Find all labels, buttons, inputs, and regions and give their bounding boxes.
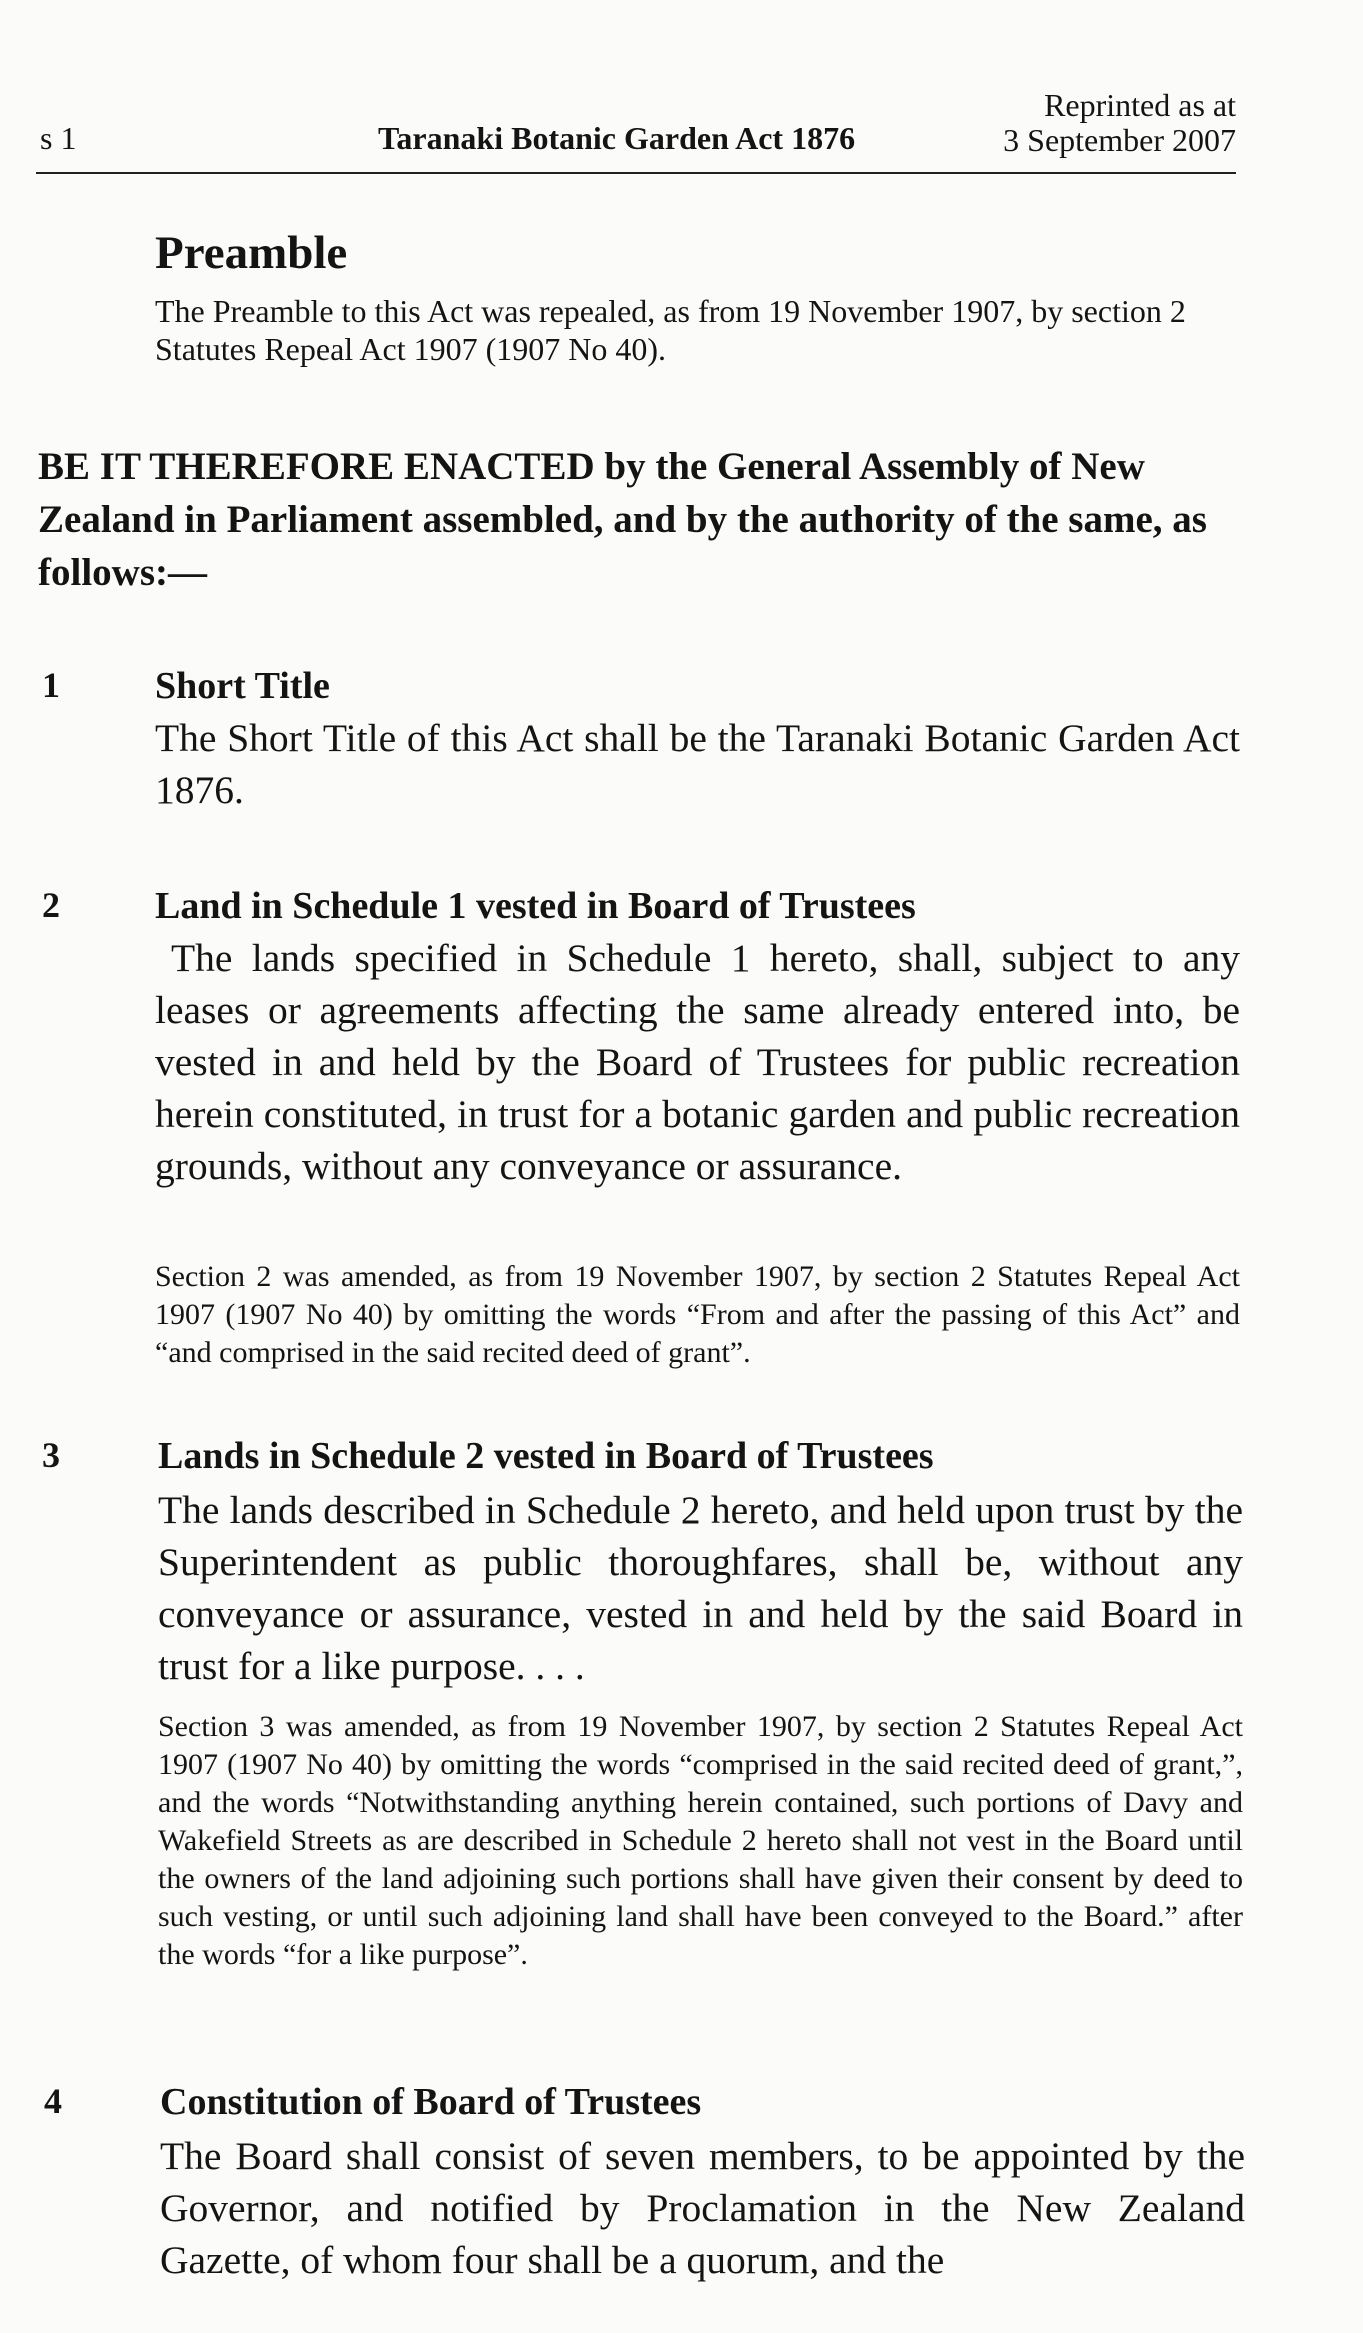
section-number: 4 [44, 2081, 62, 2121]
section-body: The Short Title of this Act shall be the Taranaki Botanic Garden Act 1876. [155, 716, 1240, 812]
section-heading: Land in Schedule 1 vested in Board of Trustees [155, 885, 916, 927]
reprint-label: Reprinted as at [1044, 87, 1236, 123]
section-body: The lands specified in Schedule 1 hereto, shall, subject to any leases or agreements affecting the same already entered into, be vested in and held by the Board of Trustees for public recreation herein constituted, in trust for a botanic garden and public recreation grounds, without any conveyance or assurance. [155, 936, 1240, 1188]
amendment-note: Section 3 was amended, as from 19 November 1907, by section 2 Statutes Repeal Act 1907 (1907 No 40) by omitting the words “comprised in the said recited deed of grant,”, and the words “Notwithstanding anything herein contained, such portions of Davy and Wakefield Streets as are described in Schedule 2 hereto shall not vest in the Board until the owners of the land adjoining such portions shall have given their consent by deed to such vesting, or until such adjoining land shall have been conveyed to the Board.” after the words “for a like purpose”. [158, 1710, 1243, 1971]
section-number: 3 [42, 1435, 60, 1475]
section-heading: Lands in Schedule 2 vested in Board of Trustees [158, 1435, 934, 1477]
preamble-heading: Preamble [155, 227, 348, 279]
running-header-reprint-date [1003, 88, 1236, 157]
section-body: The Board shall consist of seven members, to be appointed by the Governor, and notified by Proclamation in the New Zealand Gazette, of whom four shall be a quorum, and the [160, 2134, 1245, 2282]
section-body: The lands described in Schedule 2 hereto, and held upon trust by the Superintendent as public thoroughfares, shall be, without any conveyance or assurance, vested in and held by the said Board in trust for a like purpose. . . . [158, 1488, 1243, 1688]
preamble-note: The Preamble to this Act was repealed, as from 19 November 1907, by section 2 Statutes Repeal Act 1907 (1907 No 40). [155, 293, 1186, 368]
amendment-note: Section 2 was amended, as from 19 November 1907, by section 2 Statutes Repeal Act 1907 (1907 No 40) by omitting the words “From and after the passing of this Act” and “and comprised in the said recited deed of grant”. [155, 1260, 1240, 1369]
section-heading: Constitution of Board of Trustees [160, 2081, 702, 2123]
running-header-section-ref: s 1 [40, 120, 77, 156]
header-divider [36, 172, 1236, 174]
reprint-date: 3 September 2007 [1003, 121, 1236, 158]
section-number: 1 [42, 665, 60, 705]
section-number: 2 [42, 885, 60, 925]
enacting-clause: BE IT THEREFORE ENACTED by the General Assembly of New Zealand in Parliament assembled, and by the authority of the same, as follows:— [38, 445, 1207, 595]
section-heading: Short Title [155, 665, 330, 707]
running-header-act-title: Taranaki Botanic Garden Act 1876 [378, 120, 856, 156]
